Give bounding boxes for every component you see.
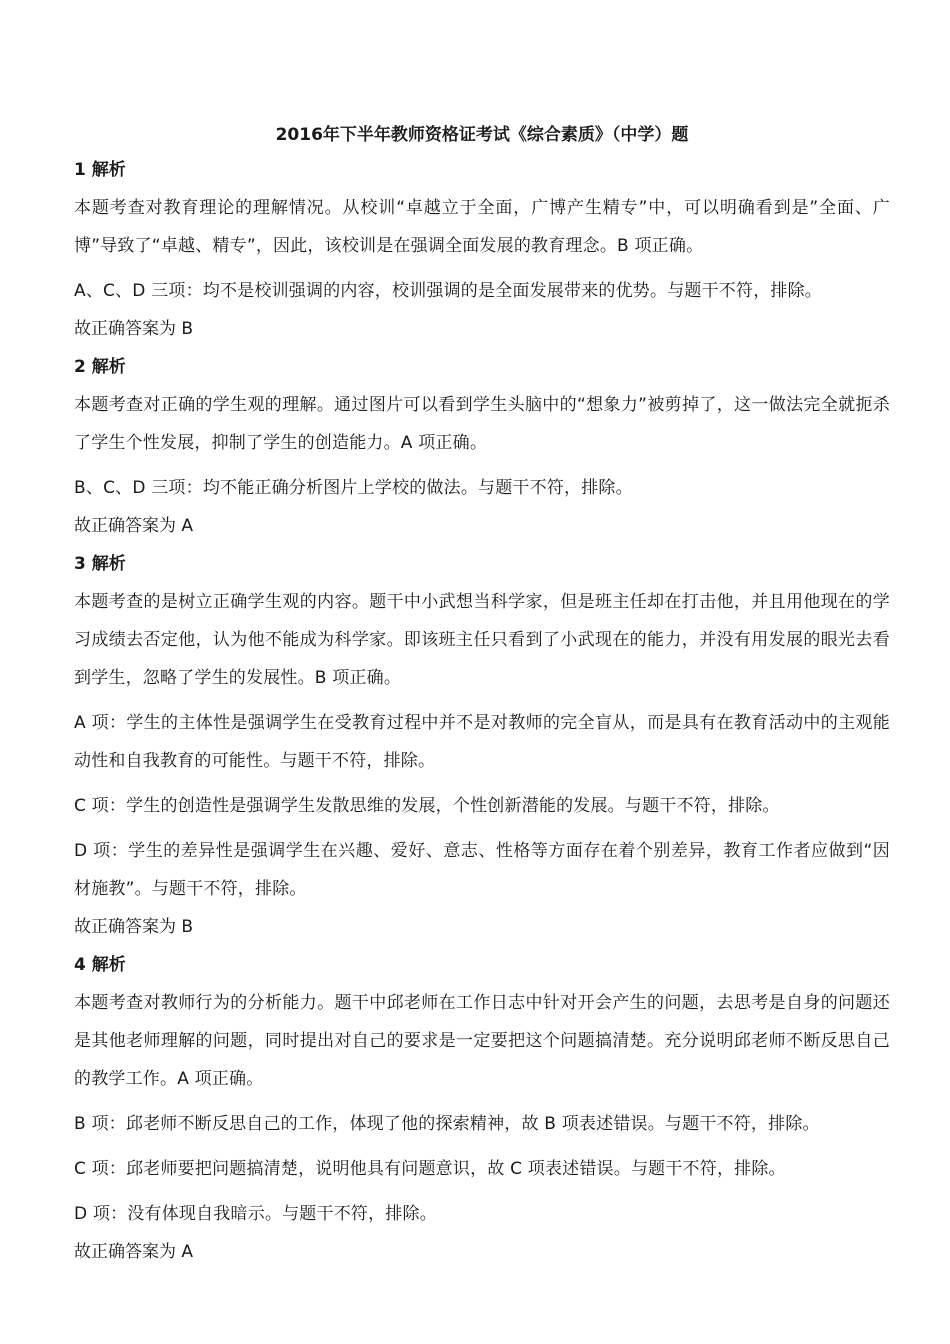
paragraph: D 项：没有体现自我暗示。与题干不符，排除。: [74, 1204, 437, 1224]
paragraph: B 项：邱老师不断反思自己的工作，体现了他的探索精神，故 B 项表述错误。与题干不符，排除。: [74, 1114, 820, 1134]
paragraph: C 项：邱老师要把问题搞清楚，说明他具有问题意识，故 C 项表述错误。与题干不符，排除。: [74, 1159, 786, 1179]
paragraph-block: [74, 189, 890, 265]
analysis-section: [74, 158, 890, 341]
paragraph-block: [74, 583, 890, 697]
section-heading: 3 解析: [74, 554, 126, 574]
paragraph-block: [74, 832, 890, 908]
paragraph-block: [74, 704, 890, 780]
paragraph-block: [74, 787, 890, 825]
paragraph-block: [74, 1195, 890, 1233]
paragraph-block: [74, 1105, 890, 1143]
section-heading: 2 解析: [74, 357, 126, 377]
paragraph: C 项：学生的创造性是强调学生发散思维的发展，个性创新潜能的发展。与题干不符，排除。: [74, 796, 780, 816]
document-page: [74, 122, 890, 1278]
paragraph: 本题考查对正确的学生观的理解。通过图片可以看到学生头脑中的“想象力”被剪掉了，这一做法完全就扼杀了学生个性发展，抑制了学生的创造能力。A 项正确。: [74, 395, 890, 453]
paragraph-block: [74, 1150, 890, 1188]
document-title: 2016年下半年教师资格证考试《综合素质》（中学）题: [275, 125, 689, 145]
answer-line: 故正确答案为 A: [74, 516, 194, 536]
answer-line: 故正确答案为 B: [74, 319, 194, 339]
paragraph: A、C、D 三项：均不是校训强调的内容，校训强调的是全面发展带来的优势。与题干不符，排除。: [74, 281, 822, 301]
section-heading: 1 解析: [74, 160, 126, 180]
paragraph-block: [74, 984, 890, 1098]
paragraph-block: [74, 386, 890, 462]
answer-line: 故正确答案为 A: [74, 1242, 194, 1262]
section-heading: 4 解析: [74, 955, 126, 975]
paragraph: 本题考查的是树立正确学生观的内容。题干中小武想当科学家，但是班主任却在打击他，并且用他现在的学习成绩去否定他，认为他不能成为科学家。即该班主任只看到了小武现在的能力，并没有用发展的眼光去看到学生，忽略了学生的发展性。B 项正确。: [74, 592, 890, 688]
analysis-section: [74, 552, 890, 939]
paragraph: D 项：学生的差异性是强调学生在兴趣、爱好、意志、性格等方面存在着个别差异，教育工作者应做到“因材施教”。与题干不符，排除。: [74, 841, 890, 899]
paragraph-block: [74, 272, 890, 310]
paragraph: B、C、D 三项：均不能正确分析图片上学校的做法。与题干不符，排除。: [74, 478, 633, 498]
paragraph: 本题考查对教育理论的理解情况。从校训“卓越立于全面，广博产生精专”中，可以明确看到是”全面、广博”导致了“卓越、精专”，因此，该校训是在强调全面发展的教育理念。B 项正确。: [74, 198, 890, 256]
analysis-section: [74, 355, 890, 538]
paragraph: A 项：学生的主体性是强调学生在受教育过程中并不是对教师的完全盲从，而是具有在教育活动中的主观能动性和自我教育的可能性。与题干不符，排除。: [74, 713, 890, 771]
analysis-section: [74, 953, 890, 1264]
answer-line: 故正确答案为 B: [74, 917, 194, 937]
paragraph: 本题考查对教师行为的分析能力。题干中邱老师在工作日志中针对开会产生的问题，去思考是自身的问题还是其他老师理解的问题，同时提出对自己的要求是一定要把这个问题搞清楚。充分说明邱老师不断反思自己的教学工作。A 项正确。: [74, 993, 890, 1089]
paragraph-block: [74, 469, 890, 507]
